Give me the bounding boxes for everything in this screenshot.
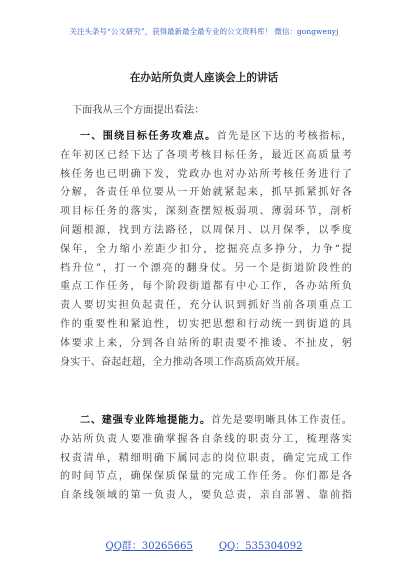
section-2-line xyxy=(60,412,352,431)
section-1-line: 身实干、奋起赶超，全力推动各项工作高质高效开展。 xyxy=(60,356,306,368)
section-2-heading: 二、建强专业阵地提能力。 xyxy=(80,415,211,426)
section-1-line: 问题根源，找到方法路径，以周保月、以月保季，以季度 xyxy=(60,224,352,236)
document-title: 在办站所负责人座谈会上的讲话 xyxy=(129,72,279,84)
section-1-line: 重点工作任务，每个阶段街道都有中心工作，各办站所负 xyxy=(60,281,352,293)
section-1-line: 责人要切实担负起责任，充分认识到抓好当前各项重点工 xyxy=(60,300,352,312)
section-2-line: 自条线领域的第一负责人，要负总责，亲自部署、靠前指 xyxy=(60,490,352,502)
section-1-line: 分解，各责任单位要从一开始就紧起来，抓早抓紧抓好各 xyxy=(60,187,352,199)
section-2 xyxy=(60,412,352,506)
section-1-line: 作的重要性和紧迫性，切实把思想和行动统一到街道的具 xyxy=(60,318,352,330)
header-banner: 关注头条号“公文研究”，获得最新最全最专业的公文资料库！ 微信：gongwenyj xyxy=(69,27,339,36)
section-1-line: 在年初区已经下达了各项考核目标任务，最近区高质量考 xyxy=(60,149,352,161)
intro-paragraph: 下面我从三个方面提出看法： xyxy=(72,105,205,116)
section-2-line: 办站所负责人要准确掌握各自条线的职责分工，梳理落实 xyxy=(60,433,352,445)
section-1-line xyxy=(60,128,352,147)
section-1-text: 首先是区下达的考核指标， xyxy=(216,131,352,142)
section-2-line: 的时间节点，确保保质保量的完成工作任务。你们都是各 xyxy=(60,471,352,483)
qq-group-link[interactable]: QQ群：30265665 xyxy=(105,541,193,552)
section-1-heading: 一、围绕目标任务攻难点。 xyxy=(80,131,217,142)
section-1-line: 体要求上来，分到各自站所的职责要不推诿、不扯皮，躬 xyxy=(60,337,352,349)
section-1-line: 核任务也已明确下发，党政办也对办站所考核任务进行了 xyxy=(60,168,352,180)
footer-contacts xyxy=(0,537,408,552)
section-2-line: 权责清单，精细明确下属同志的岗位职责，确定完成工作 xyxy=(60,452,352,464)
section-1-line: 档升位”，打一个漂亮的翻身仗。另一个是街道阶段性的 xyxy=(60,262,352,274)
section-1 xyxy=(60,128,352,372)
section-1-line: 项目标任务的落实，深刻查摆短板弱项、薄弱环节，剖析 xyxy=(60,206,352,218)
section-2-text: 首先是要明晰具体工作责任。 xyxy=(210,415,352,426)
section-1-line: 保年，全力缩小差距少扣分，挖掘亮点多挣分，力争“提 xyxy=(60,243,352,255)
qq-contact-link[interactable]: QQ：535304092 xyxy=(218,541,303,552)
